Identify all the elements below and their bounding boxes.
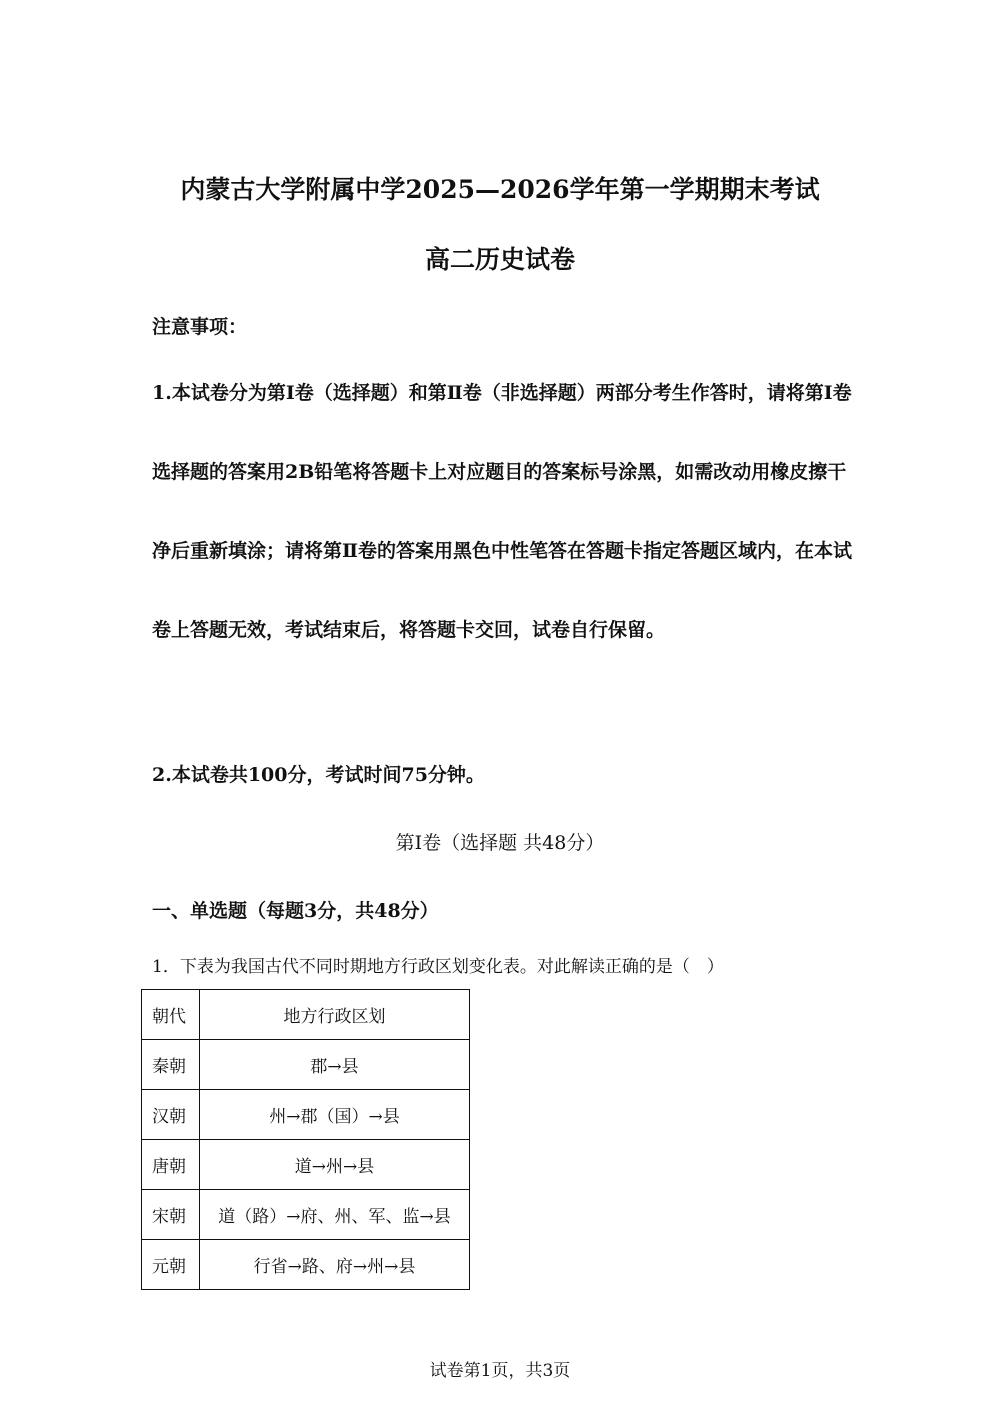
table-header-division: 地方行政区划 — [200, 990, 470, 1040]
page-footer: 试卷第1页，共3页 — [429, 1361, 571, 1381]
table-cell-division: 道→州→县 — [200, 1140, 470, 1190]
table-row — [142, 1040, 470, 1090]
table-cell-dynasty: 唐朝 — [142, 1140, 200, 1190]
part-heading: 一、单选题（每题3分，共48分） — [152, 900, 439, 922]
region-table — [141, 989, 470, 1290]
table-cell-dynasty: 秦朝 — [142, 1040, 200, 1090]
notes-item-2: 2.本试卷共100分，考试时间75分钟。 — [152, 764, 485, 786]
table-header-dynasty: 朝代 — [142, 990, 200, 1040]
table-cell-division: 郡→县 — [200, 1040, 470, 1090]
table-cell-dynasty: 元朝 — [142, 1240, 200, 1290]
table-cell-division: 州→郡（国）→县 — [200, 1090, 470, 1140]
table-header-row — [142, 990, 470, 1040]
exam-subtitle: 高二历史试卷 — [424, 245, 575, 274]
table-row — [142, 1240, 470, 1290]
table-cell-division: 道（路）→府、州、军、监→县 — [200, 1190, 470, 1240]
table-row — [142, 1190, 470, 1240]
table-cell-division: 行省→路、府→州→县 — [200, 1240, 470, 1290]
table-row — [142, 1090, 470, 1140]
table-cell-dynasty: 宋朝 — [142, 1190, 200, 1240]
table-row — [142, 1140, 470, 1190]
section-title: 第Ⅰ卷（选择题 共48分） — [395, 832, 605, 854]
notes-heading: 注意事项： — [152, 316, 248, 338]
notes-item-1: 1.本试卷分为第Ⅰ卷（选择题）和第Ⅱ卷（非选择题）两部分考生作答时，请将第Ⅰ卷选择题的答案用2B铅笔将答题卡上对应题目的答案标号涂黑，如需改动用橡皮擦干净后重新填涂；请将第Ⅱ卷的答案用黑色中性笔答在答题卡指定答题区域内，在本试卷上答题无效，考试结束后，将答题卡交回，试卷自行保留。 — [152, 382, 853, 641]
table-cell-dynasty: 汉朝 — [142, 1090, 200, 1140]
exam-title: 内蒙古大学附属中学2025—2026学年第一学期期末考试 — [180, 175, 820, 204]
question-1-stem: 1．下表为我国古代不同时期地方行政区划变化表。对此解读正确的是（ ） — [152, 957, 724, 977]
